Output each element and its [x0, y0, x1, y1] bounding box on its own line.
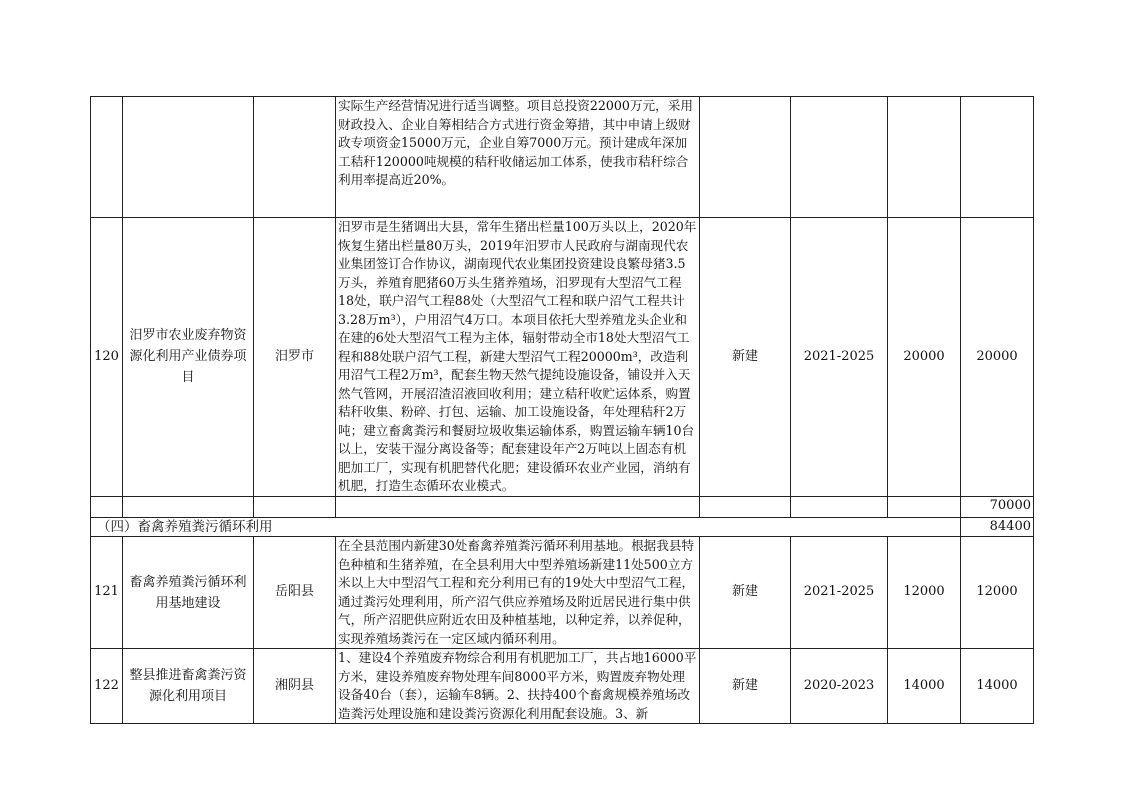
project-content: 汨罗市是生猪调出大县，常年生猪出栏量100万头以上，2020年恢复生猪出栏量80万头，2019年汨罗市人民政府与湖南现代农业集团签订合作协议，湖南现代农业集团投资建设良繁母猪3.5万头，养殖育肥猪60万头生猪养殖场，汨罗现有大型沼气工程18处，联户沼气工程88处（大型沼气工程和联户沼气工程共计3.28万m³），户用沼气4万口。本项目依托大型养殖龙头企业和在建的6处大型沼气工程为主体，辐射带动全市18处大型沼气工程和88处联户沼气工程，新建大型沼气工程20000m³，改造利用沼气工程2万m³，配套生物天然气提纯设施设备，铺设并入天然气管网，开展沼渣沼液回收利用；建立秸秆收贮运体系，购置秸秆收集、粉碎、打包、运输、加工设施设备，年处理秸秆2万吨；建立畜禽粪污和餐厨垃圾收集运输体系，购置运输车辆10台以上，安装干湿分离设备等；配套建设年产2万吨以上固态有机肥加工厂，实现有机肥替代化肥；建设循环农业产业园，消纳有机肥，打造生态循环农业模式。: [336, 218, 700, 497]
row-number: [91, 97, 123, 218]
county: 岳阳县: [254, 537, 336, 649]
county: 湘阴县: [254, 649, 336, 724]
total-investment: [888, 97, 961, 218]
table-row: [91, 218, 1034, 497]
construction-type: 新建: [700, 218, 791, 497]
project-name: 整县推进畜禽粪污资源化利用项目: [123, 649, 254, 724]
section-title: （四）畜禽养殖粪污循环利用: [91, 517, 961, 537]
row-number: 121: [91, 537, 123, 649]
planned-investment: [961, 97, 1034, 218]
county: [254, 97, 336, 218]
table-row: [91, 649, 1034, 724]
construction-type: 新建: [700, 537, 791, 649]
construction-period: 2020-2023: [791, 649, 888, 724]
section-amount: 84400: [961, 517, 1034, 537]
county: 汨罗市: [254, 218, 336, 497]
project-content: 在全县范围内新建30处畜禽养殖粪污循环利用基地。根据我县特色种植和生猪养殖，在全县利用大中型养殖场新建11处500立方米以上大中型沼气工程和充分利用已有的19处大中型沼气工程，通过粪污处理利用，所产沼气供应养殖场及附近居民进行集中供气，所产沼肥供应附近农田及种植基地，以种定养，以养促种，实现养殖场粪污在一定区域内循环利用。: [336, 537, 700, 649]
table-row: [91, 537, 1034, 649]
planned-investment: 14000: [961, 649, 1034, 724]
subtotal-row: [91, 496, 1034, 517]
planned-investment: 20000: [961, 218, 1034, 497]
section-row: [91, 517, 1034, 537]
subtotal-amount: 70000: [961, 496, 1034, 517]
construction-type: [700, 97, 791, 218]
row-number: 122: [91, 649, 123, 724]
total-investment: 12000: [888, 537, 961, 649]
construction-period: [791, 97, 888, 218]
project-name: 畜禽养殖粪污循环利用基地建设: [123, 537, 254, 649]
construction-type: 新建: [700, 649, 791, 724]
project-name: 汨罗市农业废弃物资源化利用产业债券项目: [123, 218, 254, 497]
construction-period: 2021-2025: [791, 218, 888, 497]
total-investment: 14000: [888, 649, 961, 724]
row-number: 120: [91, 218, 123, 497]
project-table: [90, 96, 1034, 724]
planned-investment: 12000: [961, 537, 1034, 649]
project-name: [123, 97, 254, 218]
project-content: 1、建设4个养殖废弃物综合利用有机肥加工厂，共占地16000平方米，建设养殖废弃物处理车间8000平方米，购置废弃物处理设备40台（套），运输车8辆。2、扶持400个畜禽规模养殖场改造粪污处理设施和建设粪污资源化利用配套设施。3、新: [336, 649, 700, 724]
table-row: [91, 97, 1034, 218]
total-investment: 20000: [888, 218, 961, 497]
construction-period: 2021-2025: [791, 537, 888, 649]
project-content: 实际生产经营情况进行适当调整。项目总投资22000万元，采用财政投入、企业自筹相结合方式进行资金筹措，其中申请上级财政专项资金15000万元，企业自筹7000万元。预计建成年深加工秸秆120000吨规模的秸秆收储运加工体系，使我市秸秆综合利用率提高近20%。: [336, 97, 700, 218]
